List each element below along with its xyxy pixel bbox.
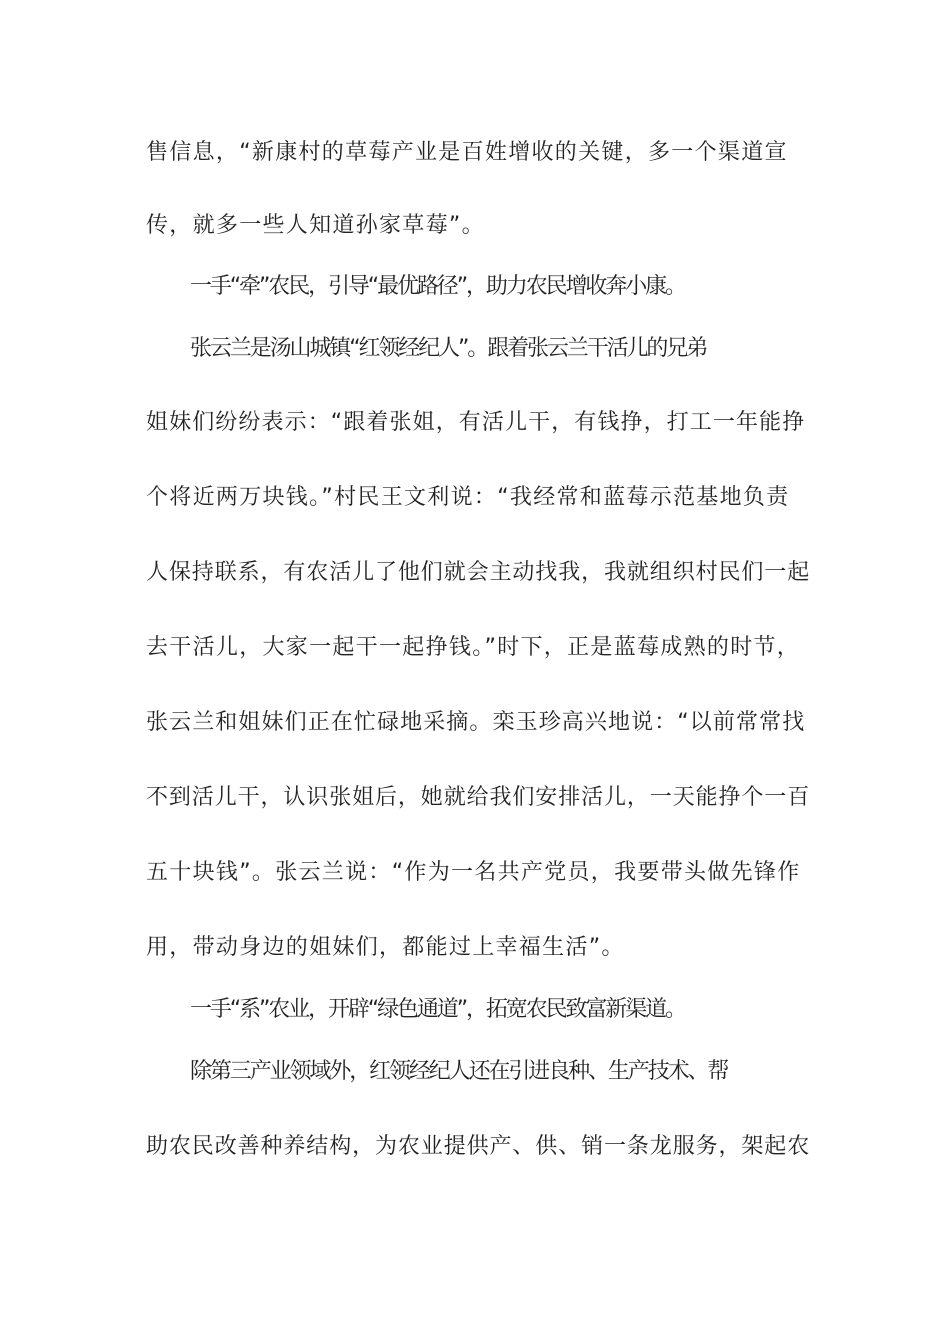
- section-heading: 一手“系”农业，开辟“绿色通道”，拓宽农民致富新渠道。: [190, 997, 685, 1022]
- section-heading: 一手“牵”农民，引导“最优路径”，助力农民增收奔小康。: [190, 274, 685, 299]
- text-line: 个将近两万块钱。”村民王文利说：“我经常和蓝莓示范基地负责: [146, 485, 790, 510]
- text-line: 人保持联系，有农活儿了他们就会主动找我，我就组织村民们一起: [146, 560, 811, 585]
- text-line: 不到活儿干，认识张姐后，她就给我们安排活儿，一天能挣个一百: [146, 785, 811, 810]
- text-line: 姐妹们纷纷表示：“跟着张姐，有活儿干，有钱挣，打工一年能挣: [146, 410, 806, 435]
- text-line: 五十块钱”。张云兰说：“作为一名共产党员，我要带头做先锋作: [146, 860, 801, 885]
- text-line: 去干活儿，大家一起干一起挣钱。”时下，正是蓝莓成熟的时节，: [146, 635, 801, 660]
- text-line: 张云兰和姐妹们正在忙碌地采摘。栾玉珍高兴地说：“以前常常找: [146, 710, 806, 735]
- text-line: 售信息，“新康村的草莓产业是百姓增收的关键，多一个渠道宣: [146, 140, 788, 165]
- text-line: 助农民改善种养结构，为农业提供产、供、销一条龙服务，架起农: [146, 1134, 811, 1159]
- text-line: 用，带动身边的姐妹们，都能过上幸福生活”。: [146, 935, 625, 960]
- text-line: 传，就多一些人知道孙家草莓”。: [146, 213, 485, 238]
- text-line: 除第三产业领域外，红领经纪人还在引进良种、生产技术、帮: [190, 1059, 728, 1084]
- text-line: 张云兰是汤山城镇“红领经纪人”。跟着张云兰干活儿的兄弟: [190, 336, 707, 361]
